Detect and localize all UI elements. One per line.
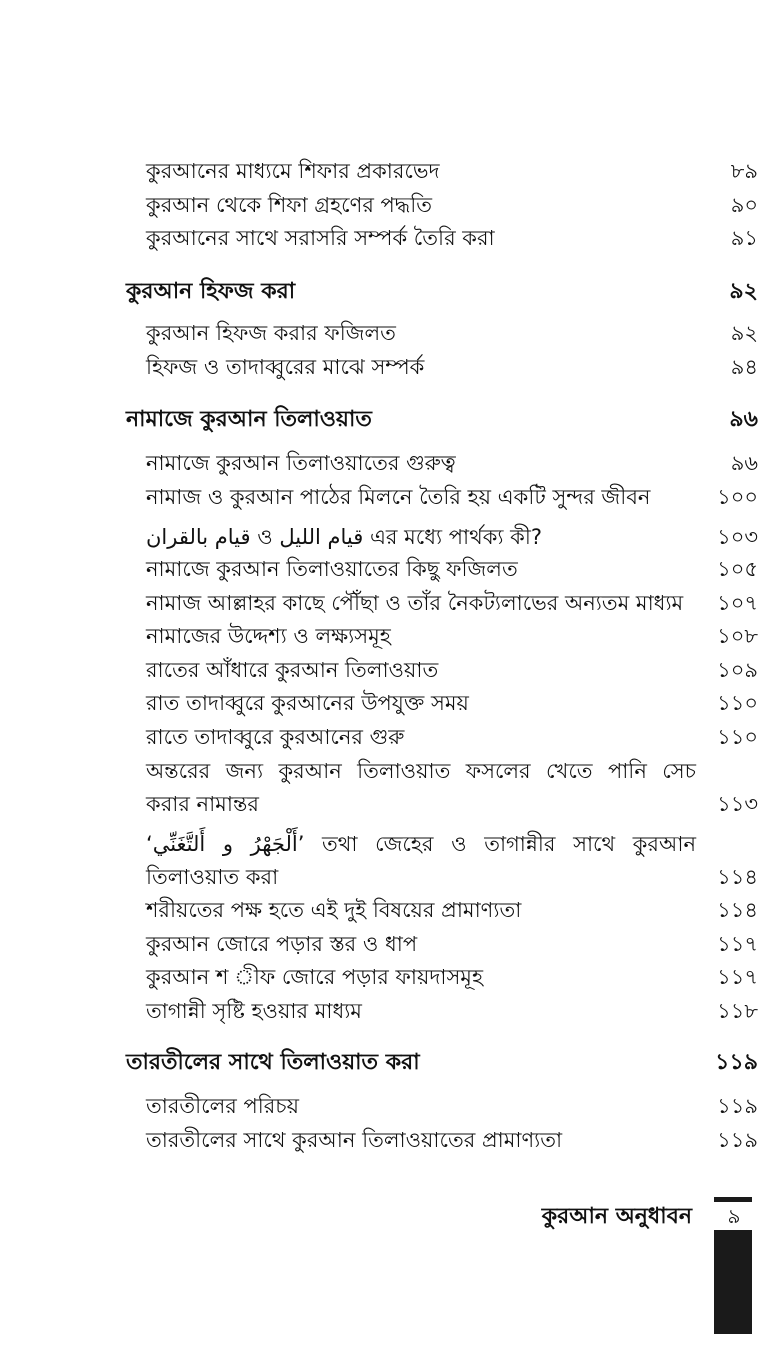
toc-entry-title: নামাজে কুরআন তিলাওয়াতের কিছু ফজিলত <box>146 557 518 581</box>
toc-entry-title: কুরআন থেকে শিফা গ্রহণের পদ্ধতি <box>146 193 432 217</box>
toc-entry-title: ‘أَلْجَهْرُ و أَلتَّغَنِّي’ তথা জেহের ও তাগান্নীর সাথে কুরআন <box>146 832 696 856</box>
toc-entry-title: হিফজ ও তাদাব্বুরের মাঝে সম্পর্ক <box>146 355 425 379</box>
toc-entry-title: কুরআন শ ীফ জোরে পড়ার ফায়দাসমূহ <box>146 965 484 989</box>
toc-entry-page: ১১৭ <box>717 932 758 956</box>
toc-entry-title: শরীয়তের পক্ষ হতে এই দুই বিষয়ের প্রামাণ্যতা <box>146 898 522 922</box>
toc-entry-title: قيام بالقران ও قيام الليل এর মধ্যে পার্থক্য কী? <box>146 525 543 549</box>
toc-entry-page: ৯০ <box>730 193 758 217</box>
toc-entry-page: ১০৫ <box>717 557 758 581</box>
toc-entry-title: রাতে তাদাব্বুরে কুরআনের গুরু <box>146 725 405 749</box>
toc-entry-title: নামাজে কুরআন তিলাওয়াতের গুরুত্ব <box>146 451 456 475</box>
toc-entry-page: ১১০ <box>717 725 758 749</box>
toc-entry-title: কুরআন হিফজ করার ফজিলত <box>146 321 396 345</box>
toc-section-page: ৯২ <box>729 279 758 304</box>
toc-section-page: ৯৬ <box>729 407 758 432</box>
toc-entry-page: ১০৮ <box>717 624 758 648</box>
toc-entry-page: ৯১ <box>730 226 758 250</box>
toc-entry-title: তাগান্নী সৃষ্টি হওয়ার মাধ্যম <box>146 999 362 1023</box>
toc-entry-page: ৯৪ <box>730 355 758 379</box>
toc-entry-page: ১১৪ <box>717 898 758 922</box>
toc-entry-page: ১১০ <box>717 691 758 715</box>
toc-entry-title: নামাজ ও কুরআন পাঠের মিলনে তৈরি হয় একটি সুন্দর জীবন <box>146 485 651 509</box>
toc-entry-page: ১১৯ <box>717 1128 758 1152</box>
page-edge-bar <box>714 1230 752 1334</box>
toc-section-title: কুরআন হিফজ করা <box>126 279 296 304</box>
toc-entry-title: কুরআনের সাথে সরাসরি সম্পর্ক তৈরি করা <box>146 226 495 250</box>
toc-entry-page: ৮৯ <box>730 159 758 183</box>
toc-entry-page: ১১৮ <box>717 999 758 1023</box>
toc-entry-title: নামাজ আল্লাহর কাছে পৌঁছা ও তাঁর নৈকট্যলাভের অন্যতম মাধ্যম <box>146 591 684 615</box>
toc-entry-title: রাত তাদাব্বুরে কুরআনের উপযুক্ত সময় <box>146 691 469 715</box>
toc-entry-page: ৯৬ <box>730 451 758 475</box>
toc-entry-title: তারতীলের সাথে কুরআন তিলাওয়াতের প্রামাণ্যতা <box>146 1128 563 1152</box>
toc-entry-page: ১১৪ <box>717 865 758 889</box>
toc-entry-title: নামাজের উদ্দেশ্য ও লক্ষ্যসমূহ <box>146 624 391 648</box>
toc-entry-title-line2: তিলাওয়াত করা <box>146 865 279 889</box>
toc-entry-page: ৯২ <box>730 321 758 345</box>
toc-entry-page: ১১৯ <box>717 1094 758 1118</box>
toc-entry-title-line2: করার নামান্তর <box>146 792 259 816</box>
toc-entry-page: ১০০ <box>717 485 758 509</box>
page-number: ৯ <box>727 1204 741 1228</box>
book-title: কুরআন অনুধাবন <box>541 1204 692 1229</box>
toc-entry-page: ১১৩ <box>717 792 758 816</box>
toc-entry-title: কুরআন জোরে পড়ার স্তর ও ধাপ <box>146 932 418 956</box>
toc-section-title: নামাজে কুরআন তিলাওয়াত <box>126 407 372 432</box>
toc-entry-title: তারতীলের পরিচয় <box>146 1094 299 1118</box>
toc-entry-title: অন্তরের জন্য কুরআন তিলাওয়াত ফসলের খেতে পানি সেচ <box>146 759 696 783</box>
toc-section-title: তারতীলের সাথে তিলাওয়াত করা <box>126 1050 420 1075</box>
toc-entry-page: ১০৭ <box>717 591 758 615</box>
toc-section-page: ১১৯ <box>715 1050 758 1075</box>
toc-entry-page: ১১৭ <box>717 965 758 989</box>
toc-entry-title: রাতের আঁধারে কুরআন তিলাওয়াত <box>146 658 439 682</box>
toc-entry-title: কুরআনের মাধ্যমে শিফার প্রকারভেদ <box>146 159 440 183</box>
toc-entry-page: ১০৩ <box>717 525 758 549</box>
toc-entry-page: ১০৯ <box>717 658 758 682</box>
footer-rule <box>714 1197 752 1202</box>
